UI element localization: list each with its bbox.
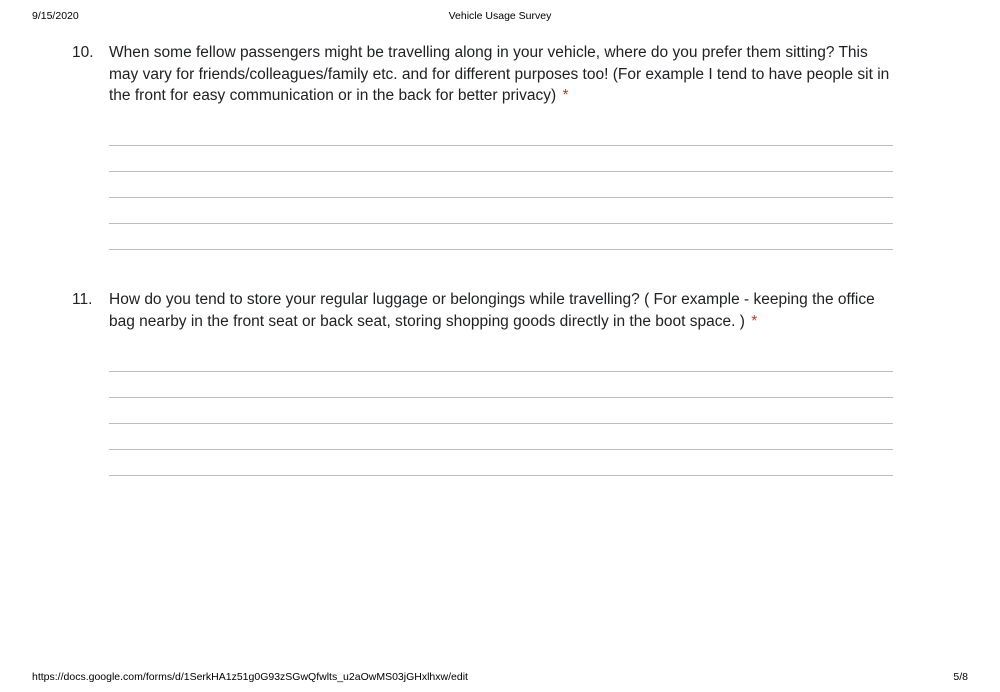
answer-line <box>109 171 893 172</box>
question-number: 11. <box>72 291 93 308</box>
required-asterisk: * <box>751 312 758 330</box>
document-title: Vehicle Usage Survey <box>448 10 552 22</box>
answer-line <box>109 371 893 372</box>
answer-line <box>109 249 893 250</box>
question-text <box>109 42 894 107</box>
answer-line <box>109 197 893 198</box>
question-text <box>109 289 894 332</box>
print-footer <box>32 671 968 685</box>
question-label: When some fellow passengers might be travelling along in your vehicle, where do you prefer them sitting? This may vary for friends/colleagues/family etc. and for different purposes too! (For example I tend to have people sit in the front for easy communication or in the back for better privacy) <box>109 44 890 104</box>
required-asterisk: * <box>562 87 569 104</box>
print-date: 9/15/2020 <box>32 10 79 22</box>
answer-line <box>109 223 893 224</box>
page-number: 5/8 <box>953 671 968 683</box>
answer-line <box>109 397 893 398</box>
answer-line <box>109 449 893 450</box>
answer-line <box>109 423 893 424</box>
print-header <box>32 10 968 24</box>
question-number: 10. <box>72 44 94 61</box>
page-url: https://docs.google.com/forms/d/1SerkHA1z51g0G93zSGwQfwlts_u2aOwMS03jGHxlhxw/edit <box>32 671 468 683</box>
answer-line <box>109 145 893 146</box>
answer-line <box>109 475 893 476</box>
question-label: How do you tend to store your regular luggage or belongings while travelling? ( For example - keeping the office bag nearby in the front seat or back seat, storing shopping goods directly in the boot space. ) <box>109 291 875 330</box>
